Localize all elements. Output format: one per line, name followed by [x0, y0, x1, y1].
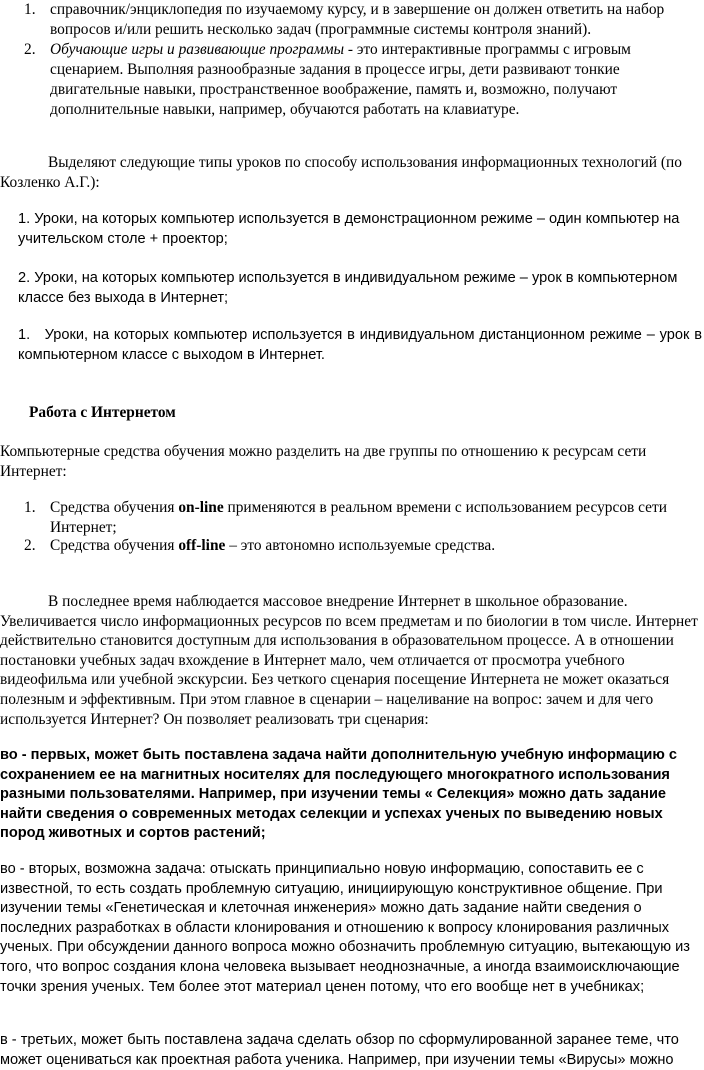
main-paragraph: В последнее время наблюдается массовое внедрение Интернет в школьное образование. Увеличивается число информационных ресурсов по всем предметам и по биологии в том числе. Интернет действительно становится доступным для использования в образовательном процессе. А в отношении постановки учебных задач вхождение в Интернет мало, чем отличается от просмотра учебного видеофильма или учебной экскурсии. Без четкого сценария посещение Интернета не может оказаться полезным и эффективным. При этом главное в сценарии – нацеливание на вопрос: зачем и для чего используется Интернет? Он позволяет реализовать три сценария: [0, 593, 698, 728]
list-item [0, 536, 690, 556]
section-title: Работа с Интернетом [29, 404, 176, 421]
bold-term: off-line [178, 537, 226, 554]
lesson-type-item [18, 268, 698, 308]
list-number: 1. [24, 499, 36, 516]
lesson-type-text: 1. Уроки, на которых компьютер используется в демонстрационном режиме – один компьютер на учительском столе + проектор; [18, 211, 680, 247]
types-intro: Выделяют следующие типы уроков по способу использования информационных технологий (по Козленко А.Г.): [0, 154, 682, 191]
scenario-3: в - третьих, может быть поставлена задача сделать обзор по сформулированной заранее теме, что может оцениваться как проектная работа ученика. Например, при изучении темы «Вирусы» можно [0, 1032, 679, 1068]
list-item-text: Обучающие игры и развивающие программы - это интерактивные программы с игровым сценарием. Выполняя разнообразные задания в процессе игры, дети развивают тонкие двигательные навыки, пространственное воображение, память и, возможно, получают дополнительные навыки, например, обучаются работать на клавиатуре. [50, 41, 631, 118]
bold-term: on-line [178, 499, 224, 516]
list-number: 2. [24, 537, 36, 554]
list-number: 2. [24, 41, 36, 58]
list-item-text: справочник/энциклопедия по изучаемому курсу, и в завершение он должен ответить на набор вопросов и/или решить несколько задач (программные системы контроля знаний). [50, 1, 665, 38]
internet-intro: Компьютерные средства обучения можно разделить на две группы по отношению к ресурсам сети Интернет: [0, 443, 647, 480]
list-item [0, 40, 690, 120]
scenario-1: во - первых, может быть поставлена задача найти дополнительную учебную информацию с сохранением ее на магнитных носителях для последующего многократного использования разными пользователями. Например, при изучении темы « Селекция» можно дать задание найти сведения о современных методах селекции и успехах ученых по выведению новых пород животных и сортов растений; [0, 747, 678, 842]
scenario-2: во - вторых, возможна задача: отыскать принципиально новую информацию, сопоставить ее с известной, то есть создать проблемную ситуацию, инициирующую конструктивное общение. При изучении темы «Генетическая и клеточная инженерия» можно дать задание найти сведения о последних разработках в области клонирования и отношению к вопросу клонирования различных ученых. При обсуждении данного вопроса можно обозначить проблемную ситуацию, вытекающую из того, что вопрос создания клона человека вызывает неоднозначные, а иногда взаимоисключающие точки зрения ученых. Тем более этот материал ценен потому, что его вообще нет в учебниках; [0, 861, 690, 995]
list-item-text: Средства обучения off-line – это автономно используемые средства. [50, 537, 496, 554]
list-item-text: Средства обучения on-line применяются в реальном времени с использованием ресурсов сети Интернет; [50, 499, 667, 536]
list-item [0, 0, 690, 40]
lesson-type-item [18, 325, 702, 365]
italic-term: Обучающие игры и развивающие программы [50, 41, 345, 58]
list-number: 1. [24, 1, 36, 18]
lesson-type-item [18, 209, 698, 249]
list-item [0, 498, 690, 538]
lesson-type-text: 1. Уроки, на которых компьютер используется в индивидуальном дистанционном режиме – урок в компьютерном классе с выходом в Интернет. [18, 327, 702, 363]
lesson-type-text: 2. Уроки, на которых компьютер используется в индивидуальном режиме – урок в компьютерном классе без выхода в Интернет; [18, 270, 678, 306]
